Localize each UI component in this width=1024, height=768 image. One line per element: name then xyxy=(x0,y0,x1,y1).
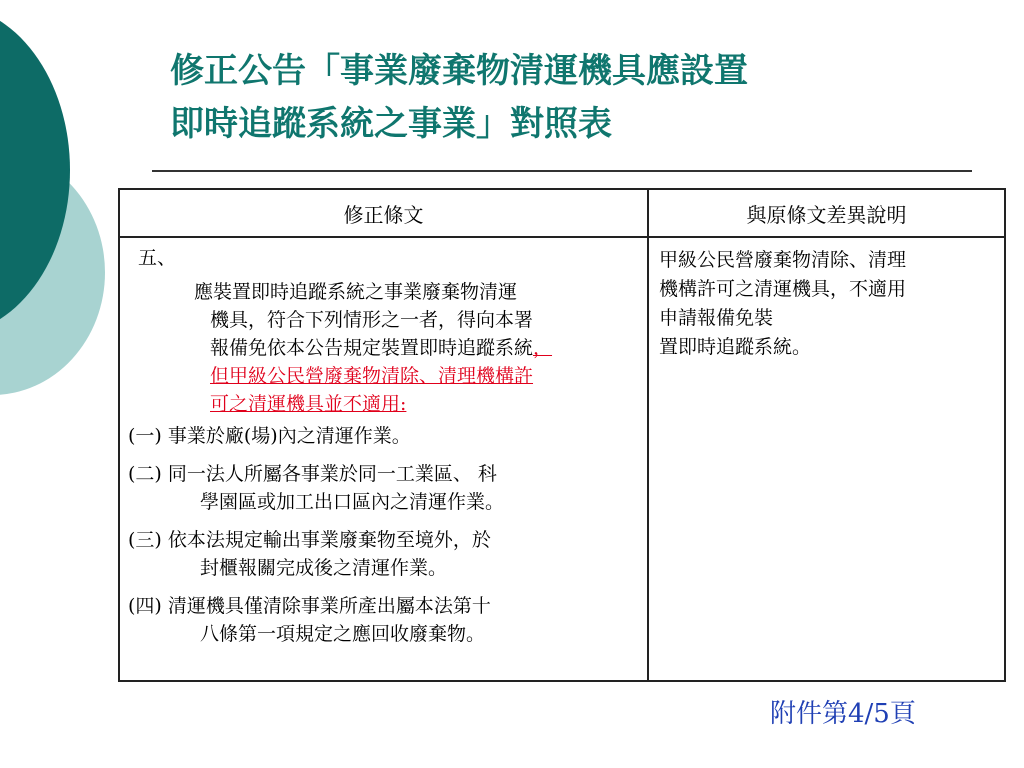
list-item-continuation: 封櫃報關完成後之清運作業。 xyxy=(200,557,448,579)
title-line-2: 即時追蹤系統之事業」對照表 xyxy=(170,104,612,144)
added-text-line-2: 可之清運機具並不適用: xyxy=(210,393,407,415)
added-text-line-1: 但甲級公民營廢棄物清除、清理機構許 xyxy=(210,365,534,387)
list-item xyxy=(128,592,639,648)
explanation-cell xyxy=(648,237,1005,681)
list-item-continuation: 學園區或加工出口區內之清運作業。 xyxy=(200,491,505,513)
list-item-continuation: 八條第一項規定之應回收廢棄物。 xyxy=(200,623,486,645)
table-row xyxy=(119,237,1005,681)
list-item-text: (一) 事業於廠(場)內之清運作業。 xyxy=(128,425,411,447)
list-item xyxy=(128,526,639,582)
title-line-1: 修正公告「事業廢棄物清運機具應設置 xyxy=(170,51,748,91)
table-header-row xyxy=(119,189,1005,237)
list-item-text: (三) 依本法規定輸出事業廢棄物至境外，於 xyxy=(128,529,491,551)
header-explanation: 與原條文差異說明 xyxy=(648,189,1005,237)
explanation-line-3: 申請報備免裝 xyxy=(659,307,774,329)
paragraph-line-1: 應裝置即時追蹤系統之事業廢棄物清運 xyxy=(194,281,518,303)
list-item xyxy=(128,422,639,450)
paragraph-line-3 xyxy=(194,334,639,362)
added-comma: ， xyxy=(533,337,553,359)
comparison-table xyxy=(118,188,1006,682)
paragraph-line-3-text: 報備免依本公告規定裝置即時追蹤系統 xyxy=(210,337,534,359)
explanation-line-2: 機構許可之清運機具，不適用 xyxy=(659,278,907,300)
clause-paragraph xyxy=(128,278,639,418)
explanation-line-1: 甲級公民營廢棄物清除、清理 xyxy=(659,249,907,271)
list-item-text: (四) 清運機具僅清除事業所產出屬本法第十 xyxy=(128,595,491,617)
paragraph-line-2: 機具，符合下列情形之一者，得向本署 xyxy=(210,309,534,331)
list-item-text: (二) 同一法人所屬各事業於同一工業區、 科 xyxy=(128,463,497,485)
header-amended-text: 修正條文 xyxy=(119,189,648,237)
clause-number: 五、 xyxy=(138,247,177,269)
explanation-line-4: 置即時追蹤系統。 xyxy=(659,336,812,358)
page-indicator: 附件第4/5頁 xyxy=(770,699,916,729)
slide-title xyxy=(170,45,970,151)
list-item xyxy=(128,460,639,516)
amended-text-cell xyxy=(119,237,648,681)
title-divider xyxy=(152,170,972,172)
